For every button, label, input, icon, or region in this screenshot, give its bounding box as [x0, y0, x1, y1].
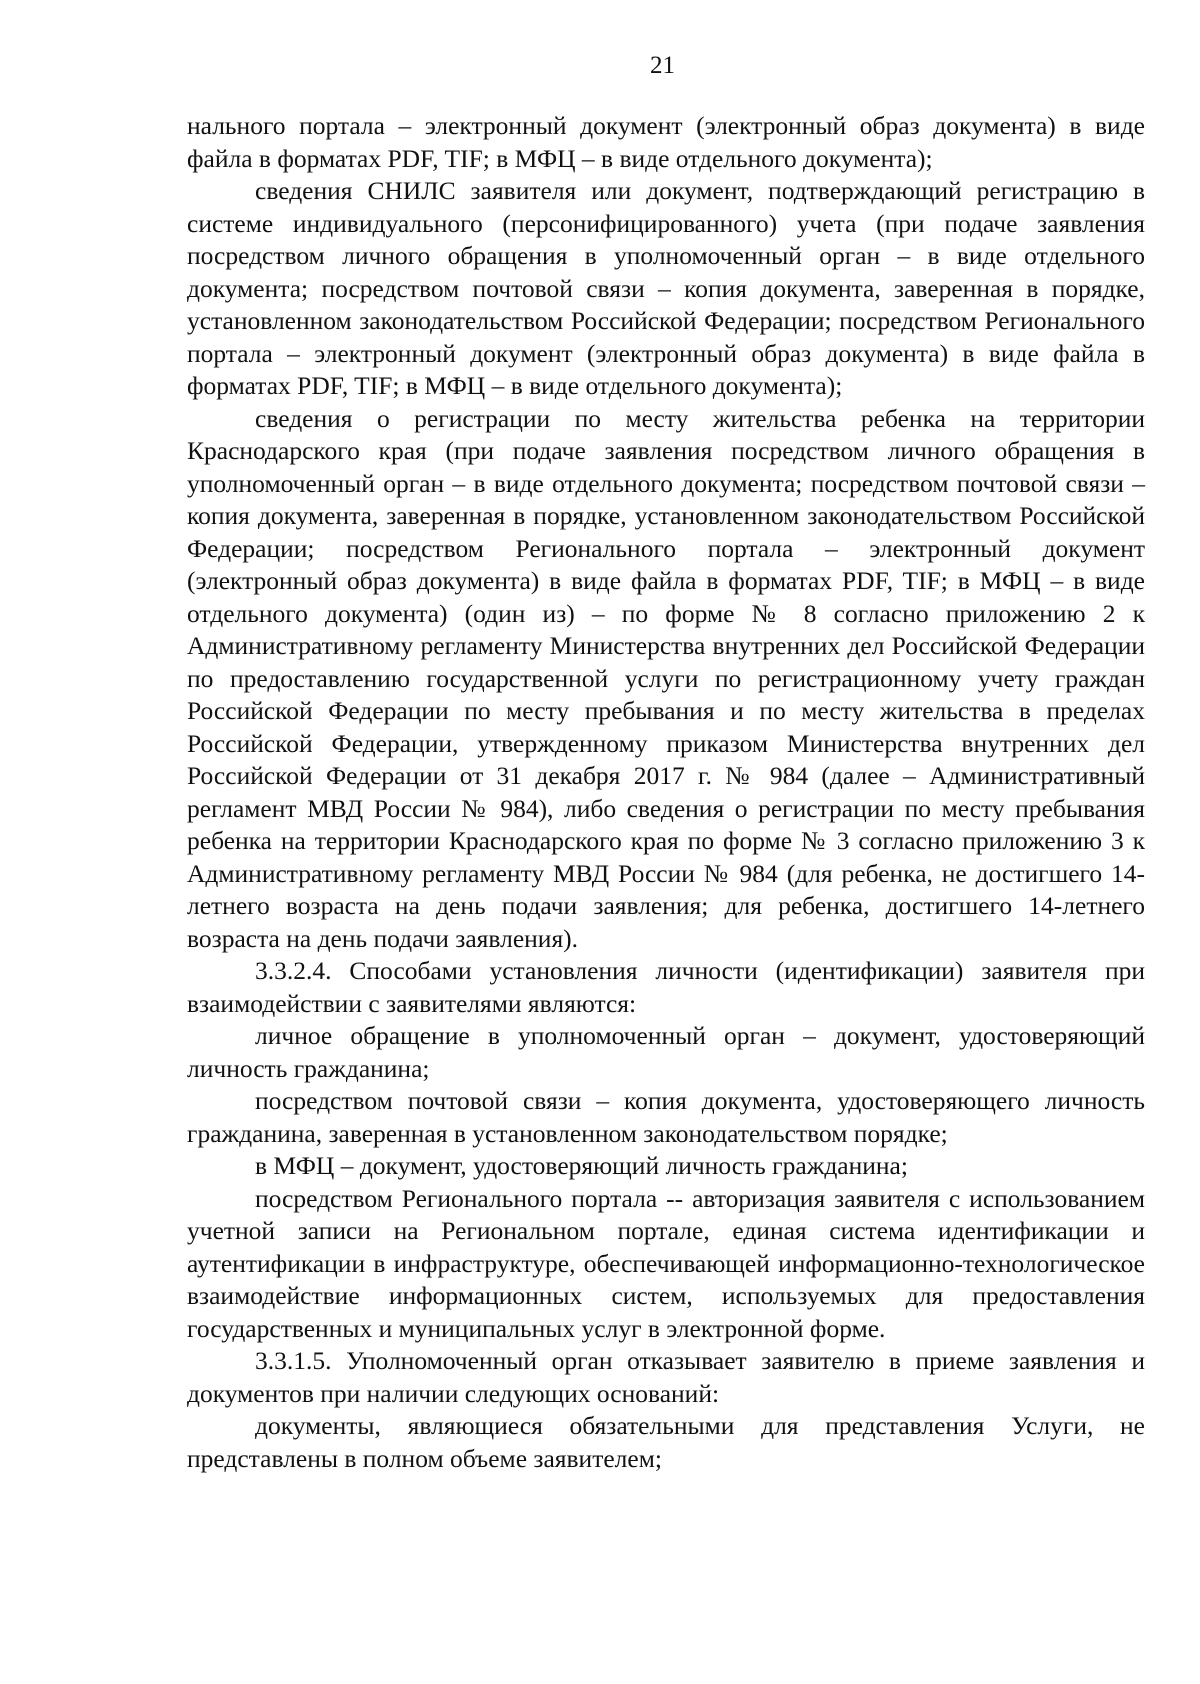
- paragraph: нального портала – электронный документ (электронный образ документа) в виде файла в форматах PDF, TIF; в МФЦ – в виде отдельного документа);: [187, 111, 1145, 173]
- paragraph: в МФЦ – документ, удостоверяющий личность гражданина;: [255, 1151, 908, 1180]
- paragraph: 3.3.2.4. Способами установления личности (идентификации) заявителя при взаимодействии с заявителями являются:: [187, 956, 1145, 1018]
- paragraph: документы, являющиеся обязательными для представления Услуги, не представлены в полном объеме заявителем;: [187, 1411, 1145, 1473]
- page-number: 21: [650, 52, 675, 79]
- paragraph: посредством Регионального портала -- авторизация заявителя с использованием учетной записи на Региональном портале, единая система идентификации и аутентификации в инфраструктуре, обеспечивающей информационно-технологическое взаимодействие информационных систем, используемых для предоставления государственных и муниципальных услуг в электронной форме.: [187, 1183, 1145, 1343]
- paragraph: личное обращение в уполномоченный орган – документ, удостоверяющий личность гражданина;: [187, 1021, 1145, 1083]
- paragraph: сведения СНИЛС заявителя или документ, подтверждающий регистрацию в системе индивидуального (персонифицированного) учета (при подаче заявления посредством личного обращения в уполномоченный орган – в виде отдельного документа; посредством почтовой связи – копия документа, заверенная в порядке, установленном законодательством Российской Федерации; посредством Регионального портала – электронный документ (электронный образ документа) в виде файла в форматах PDF, TIF; в МФЦ – в виде отдельного документа);: [187, 176, 1145, 400]
- paragraph: посредством почтовой связи – копия документа, удостоверяющего личность гражданина, заверенная в установленном законодательством порядке;: [187, 1086, 1145, 1148]
- document-body: [187, 110, 1145, 1475]
- paragraph: сведения о регистрации по месту жительства ребенка на территории Краснодарского края (при подаче заявления посредством личного обращения в уполномоченный орган – в виде отдельного документа; посредством почтовой связи – копия документа, заверенная в порядке, установленном законодательством Российской Федерации; посредством Регионального портала – электронный документ (электронный образ документа) в виде файла в форматах PDF, TIF; в МФЦ – в виде отдельного документа) (один из) – по форме № 8 согласно приложению 2 к Административному регламенту Министерства внутренних дел Российской Федерации по предоставлению государственной услуги по регистрационному учету граждан Российской Федерации по месту пребывания и по месту жительства в пределах Российской Федерации, утвержденному приказом Министерства внутренних дел Российской Федерации от 31 декабря 2017 г. № 984 (далее – Административный регламент МВД России № 984), либо сведения о регистрации по месту пребывания ребенка на территории Краснодарского края по форме № 3 согласно приложению 3 к Административному регламенту МВД России № 984 (для ребенка, не достигшего 14-летнего возраста на день подачи заявления; для ребенка, достигшего 14-летнего возраста на день подачи заявления).: [187, 403, 1145, 953]
- paragraph: 3.3.1.5. Уполномоченный орган отказывает заявителю в приеме заявления и документов при наличии следующих оснований:: [187, 1346, 1145, 1408]
